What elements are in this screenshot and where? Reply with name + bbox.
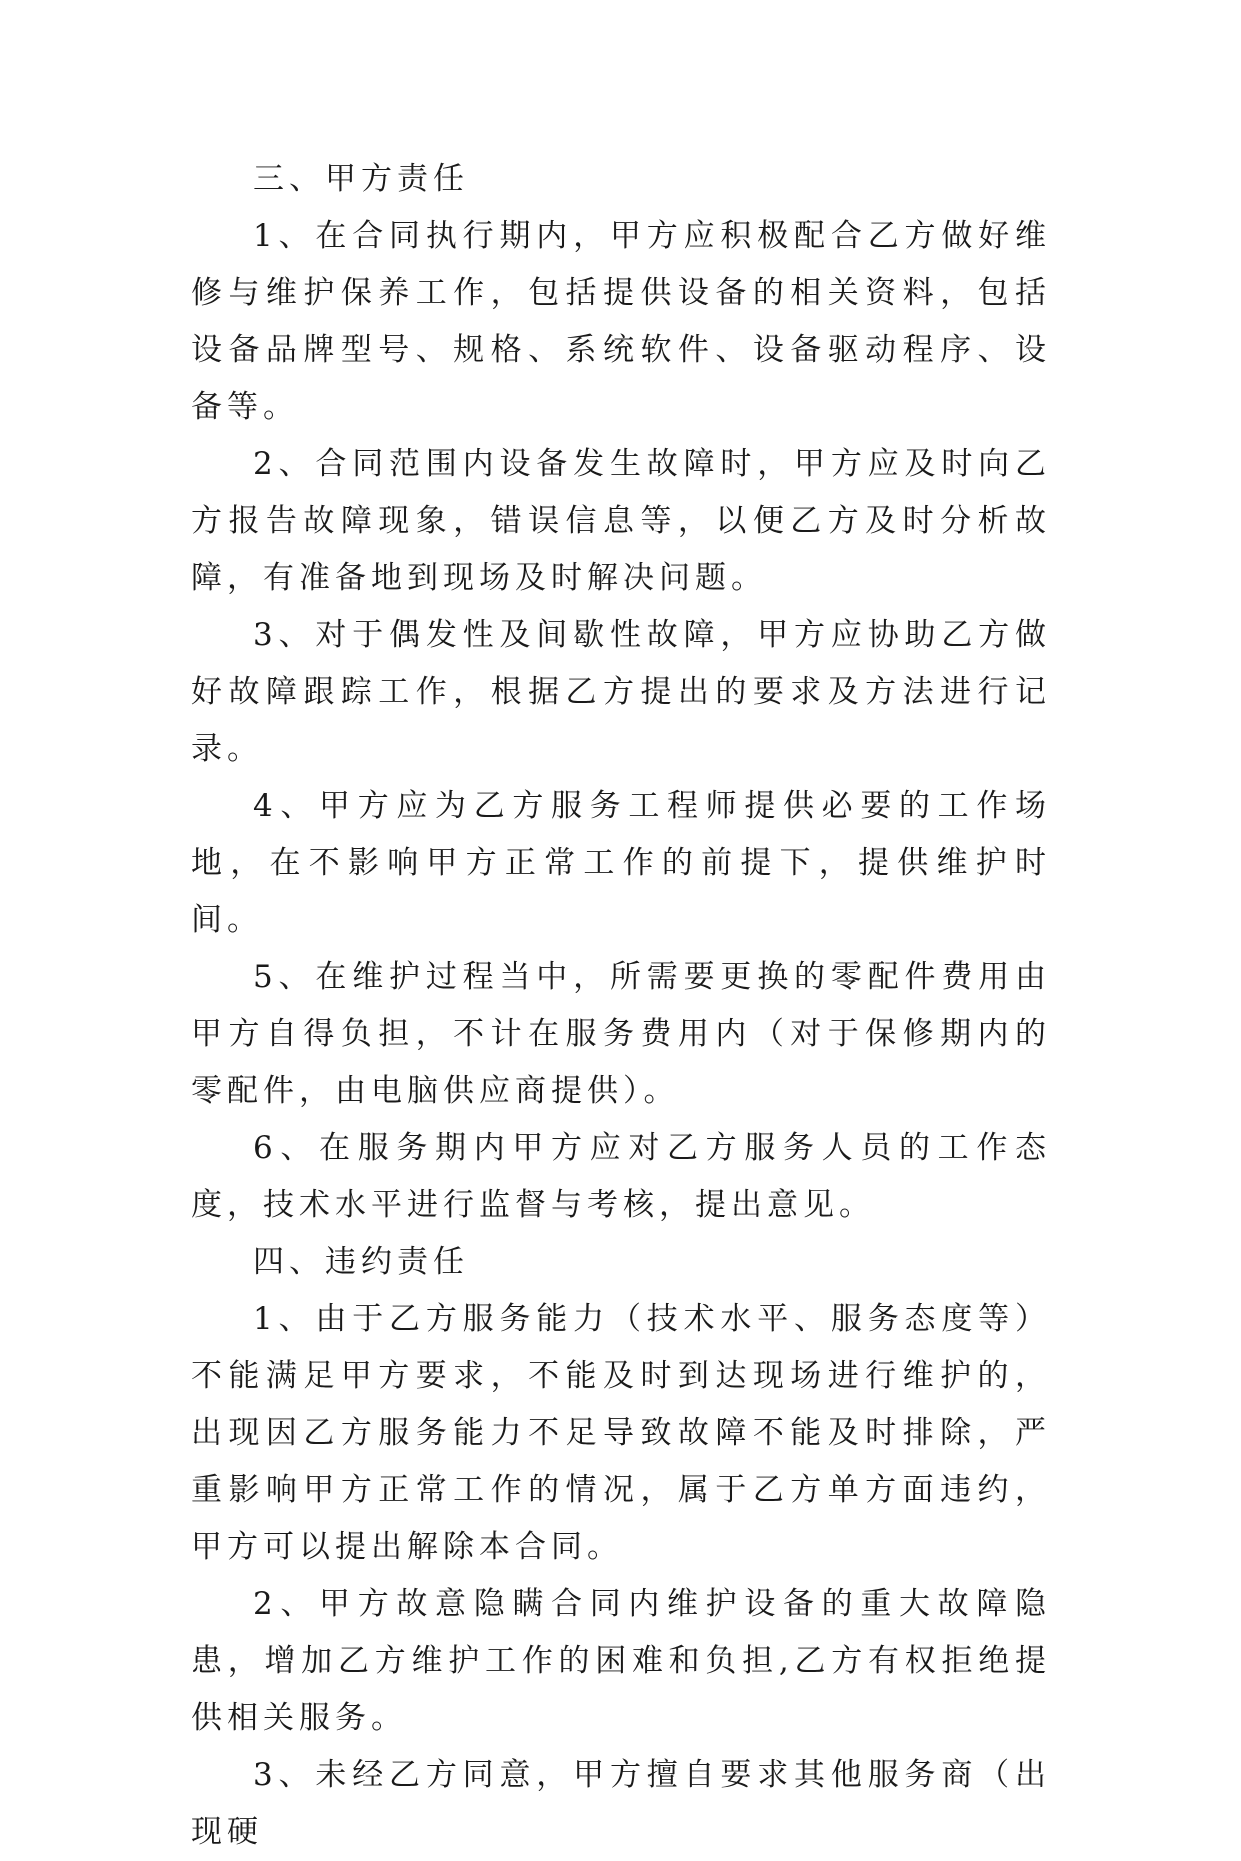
paragraph-4-1: 1、由于乙方服务能力（技术水平、服务态度等）不能满足甲方要求，不能及时到达现场进行维护的，出现因乙方服务能力不足导致故障不能及时排除，严重影响甲方正常工作的情况，属于乙方单方面违约，甲方可以提出解除本合同。: [191, 1301, 1051, 1565]
section-heading-breach-liability: 四、违约责任: [253, 1244, 469, 1280]
paragraph-3-1: 1、在合同执行期内，甲方应积极配合乙方做好维修与维护保养工作，包括提供设备的相关资料，包括设备品牌型号、规格、系统软件、设备驱动程序、设备等。: [191, 218, 1051, 425]
document-body: [191, 151, 1051, 1861]
paragraph-3-3: 3、对于偶发性及间歇性故障，甲方应协助乙方做好故障跟踪工作，根据乙方提出的要求及方法进行记录。: [191, 617, 1051, 767]
paragraph-3-2: 2、合同范围内设备发生故障时，甲方应及时向乙方报告故障现象，错误信息等，以便乙方及时分析故障，有准备地到现场及时解决问题。: [191, 446, 1051, 596]
paragraph-3-5: 5、在维护过程当中，所需要更换的零配件费用由甲方自得负担，不计在服务费用内（对于保修期内的零配件，由电脑供应商提供）。: [191, 959, 1051, 1109]
paragraph-4-2: 2、甲方故意隐瞒合同内维护设备的重大故障隐患，增加乙方维护工作的困难和负担,乙方有权拒绝提供相关服务。: [191, 1586, 1051, 1736]
section-heading-party-a-responsibilities: 三、甲方责任: [253, 161, 469, 197]
paragraph-4-3: 3、未经乙方同意，甲方擅自要求其他服务商（出现硬: [191, 1757, 1051, 1850]
paragraph-3-4: 4、甲方应为乙方服务工程师提供必要的工作场地，在不影响甲方正常工作的前提下，提供维护时间。: [191, 788, 1051, 938]
paragraph-3-6: 6、在服务期内甲方应对乙方服务人员的工作态度，技术水平进行监督与考核，提出意见。: [191, 1130, 1051, 1223]
